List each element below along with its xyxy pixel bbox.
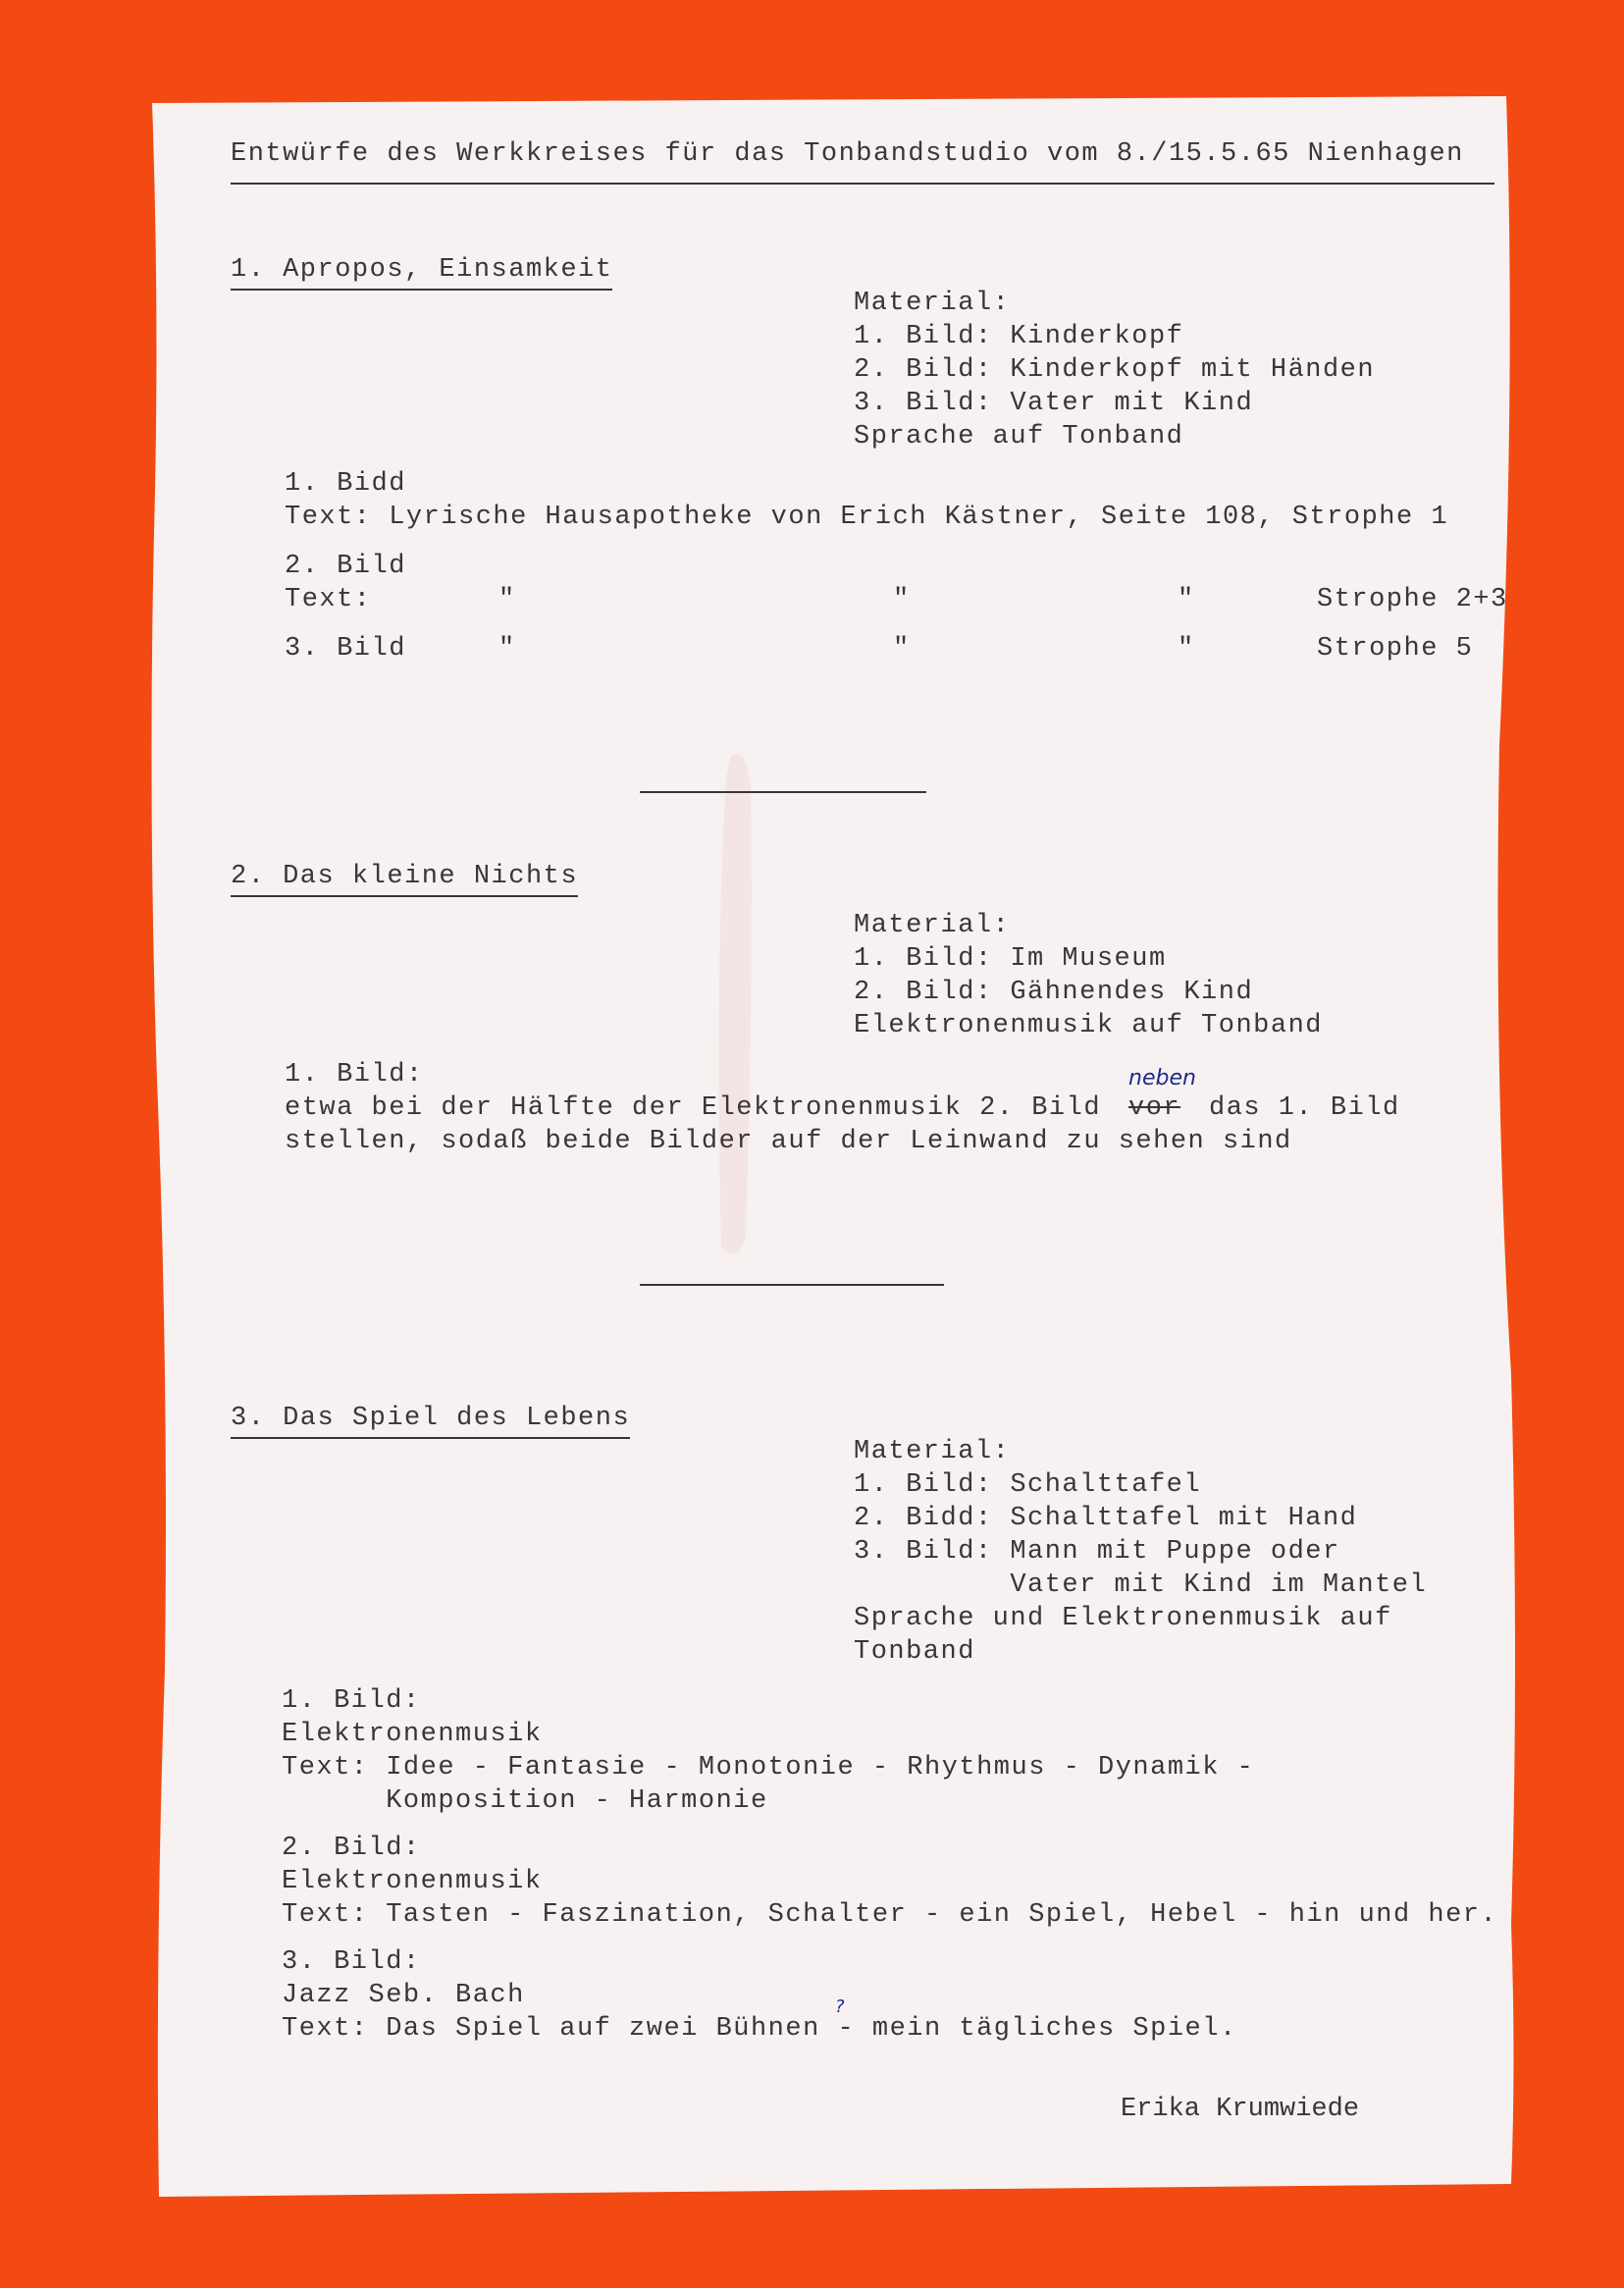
section-2-material-item: Elektronenmusik auf Tonband — [854, 1011, 1323, 1040]
section-3-body-line: Jazz Seb. Bach — [282, 1981, 525, 2010]
section-3-material-item: Sprache und Elektronenmusik auf — [854, 1604, 1392, 1633]
section-1-bild-2-label: 2. Bild — [285, 552, 406, 581]
section-2-material-item: 1. Bild: Im Museum — [854, 944, 1167, 974]
section-1-title: 1. Apropos, Einsamkeit — [231, 253, 612, 291]
section-divider — [640, 1284, 944, 1286]
section-1-bild-3-strophe: Strophe 5 — [1317, 634, 1474, 664]
handwritten-correction: neben — [1128, 1066, 1196, 1091]
section-2-text-line-1a: etwa bei der Hälfte der Elektronenmusik 2. Bild — [285, 1093, 1102, 1123]
section-1-material-item: Sprache auf Tonband — [854, 422, 1184, 452]
ditto-mark: " — [498, 585, 516, 614]
handwritten-question-mark: ? — [835, 1996, 845, 2017]
section-3-body-line: Text: Tasten - Faszination, Schalter - ein Spiel, Hebel - hin und her. — [282, 1900, 1498, 1930]
section-1-bild-3-label: 3. Bild — [285, 634, 406, 664]
ditto-mark: " — [893, 634, 911, 664]
section-2-bild-1-label: 1. Bild: — [285, 1060, 424, 1090]
section-3-material-item: Vater mit Kind im Mantel — [854, 1570, 1428, 1600]
section-1-bild-1-label: 1. Bidd — [285, 469, 406, 499]
section-3-material-item: 1. Bild: Schalttafel — [854, 1470, 1202, 1500]
section-3-body-line: 2. Bild: — [282, 1834, 421, 1863]
document-header: Entwürfe des Werkkreises für das Tonbandstudio vom 8./15.5.65 Nienhagen — [231, 139, 1464, 169]
ditto-mark: " — [498, 634, 516, 664]
section-3-material-item: Tonband — [854, 1637, 975, 1667]
section-2-text-line-1b: das 1. Bild — [1209, 1093, 1400, 1123]
signature: Erika Krumwiede — [1121, 2095, 1360, 2124]
section-3-body-line: Elektronenmusik — [282, 1867, 543, 1896]
section-2-text-line-2: stellen, sodaß beide Bilder auf der Leinwand zu sehen sind — [285, 1127, 1292, 1156]
section-3-body-line: Komposition - Harmonie — [282, 1786, 768, 1816]
ditto-mark: " — [893, 585, 911, 614]
ditto-mark: " — [1178, 585, 1195, 614]
struck-word: vor — [1128, 1093, 1181, 1123]
section-3-material-heading: Material: — [854, 1437, 1011, 1466]
section-1-bild-2-strophe: Strophe 2+3 — [1317, 585, 1508, 614]
section-3-material-item: 3. Bild: Mann mit Puppe oder — [854, 1537, 1340, 1567]
section-2-title: 2. Das kleine Nichts — [231, 860, 578, 897]
section-1-material-heading: Material: — [854, 289, 1011, 318]
section-3-body-line: Text: Idee - Fantasie - Monotonie - Rhythmus - Dynamik - — [282, 1753, 1255, 1783]
section-3-body-line: 3. Bild: — [282, 1947, 421, 1977]
section-1-material-item: 2. Bild: Kinderkopf mit Händen — [854, 355, 1376, 385]
section-2-material-item: 2. Bild: Gähnendes Kind — [854, 978, 1254, 1007]
section-1-bild-1-text: Text: Lyrische Hausapotheke von Erich Kästner, Seite 108, Strophe 1 — [285, 503, 1449, 532]
section-divider — [640, 791, 926, 793]
ditto-mark: " — [1178, 634, 1195, 664]
section-3-title: 3. Das Spiel des Lebens — [231, 1402, 630, 1439]
section-1-material-item: 1. Bild: Kinderkopf — [854, 322, 1184, 351]
section-3-body-line: Elektronenmusik — [282, 1720, 543, 1749]
section-3-material-item: 2. Bidd: Schalttafel mit Hand — [854, 1504, 1358, 1533]
section-2-material-heading: Material: — [854, 911, 1011, 940]
header-rule — [231, 183, 1494, 185]
section-1-bild-2-text: Text: — [285, 585, 372, 614]
section-1-material-item: 3. Bild: Vater mit Kind — [854, 389, 1254, 418]
section-3-body-line: Text: Das Spiel auf zwei Bühnen - mein tägliches Spiel. — [282, 2014, 1237, 2044]
section-3-body-line: 1. Bild: — [282, 1686, 421, 1716]
